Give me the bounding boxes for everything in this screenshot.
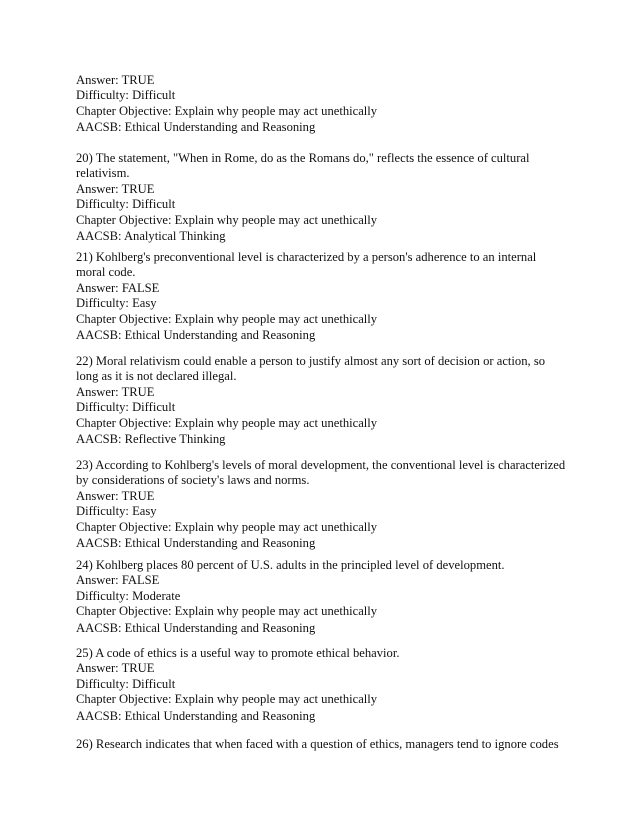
question-text-line: 26) Research indicates that when faced with a question of ethics, managers tend to ignore codes (76, 737, 559, 751)
difficulty-line: Difficulty: Easy (76, 504, 157, 519)
question-text-line: 20) The statement, "When in Rome, do as the Romans do," reflects the essence of cultural (76, 151, 530, 165)
chapter-objective-line: Chapter Objective: Explain why people may act unethically (76, 415, 378, 430)
question-19-details (76, 73, 576, 137)
difficulty-line: Difficulty: Difficult (76, 197, 176, 212)
question-22 (76, 354, 576, 449)
difficulty-line: Difficulty: Difficult (76, 88, 176, 103)
chapter-objective-line: Chapter Objective: Explain why people may act unethically (76, 519, 378, 534)
chapter-objective-line: Chapter Objective: Explain why people may act unethically (76, 103, 378, 118)
aacsb-line: AACSB: Ethical Understanding and Reasoning (76, 620, 316, 635)
chapter-objective-line: Chapter Objective: Explain why people may act unethically (76, 604, 378, 619)
answer-line: Answer: FALSE (76, 573, 160, 588)
question-text-line: 21) Kohlberg's preconventional level is characterized by a person's adherence to an internal (76, 250, 537, 264)
aacsb-line: AACSB: Analytical Thinking (76, 229, 226, 244)
question-20 (76, 151, 576, 246)
difficulty-line: Difficulty: Easy (76, 296, 157, 311)
question-text-line: by considerations of society's laws and norms. (76, 473, 310, 488)
chapter-objective-line: Chapter Objective: Explain why people may act unethically (76, 692, 378, 707)
answer-line: Answer: TRUE (76, 661, 155, 676)
difficulty-line: Difficulty: Difficult (76, 400, 176, 415)
question-text-line: 22) Moral relativism could enable a person to justify almost any sort of decision or action, so (76, 354, 546, 368)
question-text-line: 24) Kohlberg places 80 percent of U.S. adults in the principled level of development. (76, 558, 505, 572)
question-24 (76, 558, 576, 637)
question-text-line: relativism. (76, 166, 130, 181)
question-26 (76, 737, 576, 752)
question-21 (76, 250, 576, 345)
chapter-objective-line: Chapter Objective: Explain why people may act unethically (76, 212, 378, 227)
aacsb-line: AACSB: Ethical Understanding and Reasoning (76, 120, 316, 135)
aacsb-line: AACSB: Ethical Understanding and Reasoning (76, 328, 316, 343)
answer-line: Answer: FALSE (76, 280, 160, 295)
question-text-line: moral code. (76, 265, 136, 280)
aacsb-line: AACSB: Reflective Thinking (76, 432, 226, 447)
question-text-line: 23) According to Kohlberg's levels of moral development, the conventional level is characterized (76, 458, 566, 472)
chapter-objective-line: Chapter Objective: Explain why people may act unethically (76, 311, 378, 326)
answer-line: Answer: TRUE (76, 181, 155, 196)
difficulty-line: Difficulty: Moderate (76, 588, 181, 603)
question-text-line: long as it is not declared illegal. (76, 369, 237, 384)
answer-line: Answer: TRUE (76, 384, 155, 399)
aacsb-line: AACSB: Ethical Understanding and Reasoning (76, 536, 316, 551)
question-text-line: 25) A code of ethics is a useful way to promote ethical behavior. (76, 646, 400, 660)
difficulty-line: Difficulty: Difficult (76, 676, 176, 691)
aacsb-line: AACSB: Ethical Understanding and Reasoning (76, 708, 316, 723)
answer-line: Answer: TRUE (76, 73, 155, 87)
question-23 (76, 458, 576, 553)
question-25 (76, 646, 576, 725)
answer-line: Answer: TRUE (76, 488, 155, 503)
